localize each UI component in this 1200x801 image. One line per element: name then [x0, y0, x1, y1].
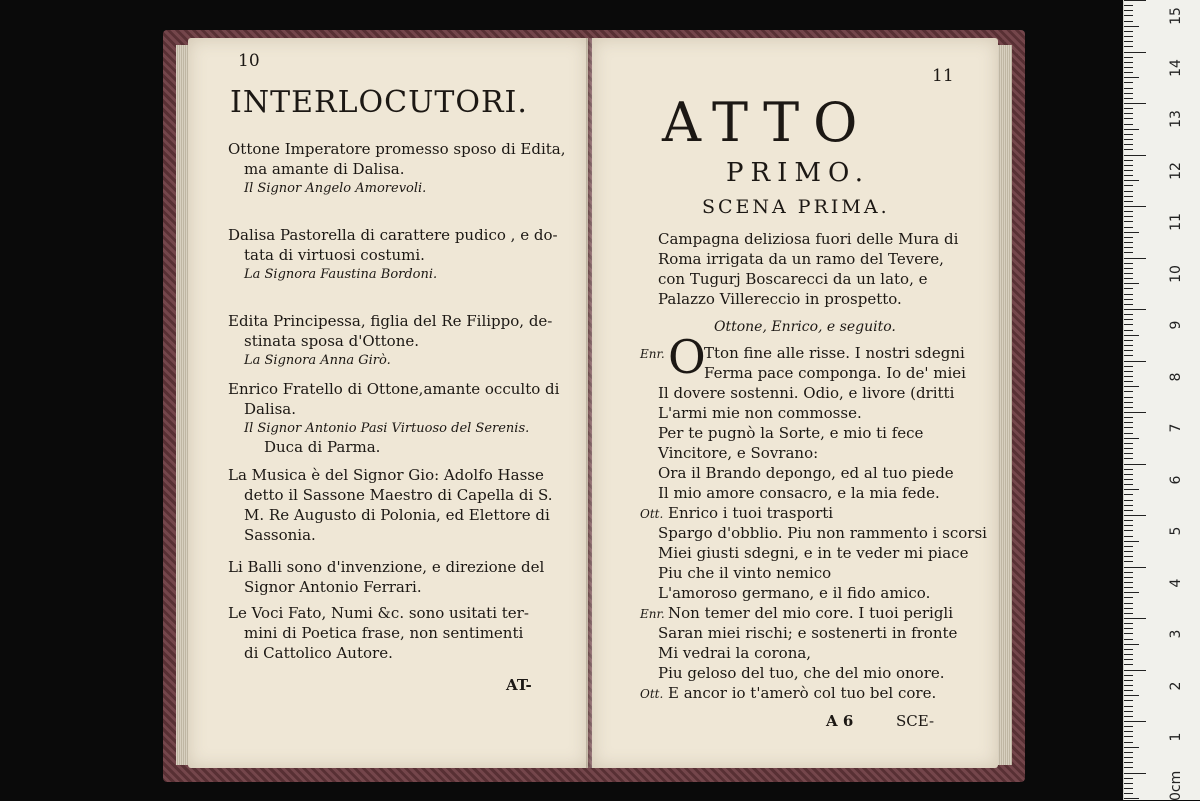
- ruler-number: 15: [1168, 7, 1184, 25]
- signature-mark: A 6: [826, 712, 854, 730]
- ruler-tick: [1124, 561, 1133, 562]
- ruler-tick: [1124, 464, 1146, 465]
- ruler-tick: [1124, 324, 1133, 325]
- dramatis-personae-heading: INTERLOCUTORI.: [230, 85, 528, 120]
- entry-dalisa-line2: tata di virtuosi costumi.: [244, 246, 425, 264]
- entry-edita-line1: Edita Principessa, figlia del Re Filippo, de-: [228, 312, 553, 330]
- speaker-enrico: Enr.: [640, 347, 665, 361]
- ruler-tick: [1124, 391, 1133, 392]
- ruler-tick: [1124, 762, 1133, 763]
- ruler-tick: [1124, 355, 1133, 356]
- ruler-tick: [1124, 263, 1133, 264]
- speaker-ottone-2: Ott.: [640, 687, 664, 701]
- ruler-tick: [1124, 597, 1133, 598]
- ruler-tick: [1124, 211, 1133, 212]
- ruler-tick: [1124, 685, 1133, 686]
- ruler-tick: [1124, 577, 1133, 578]
- dialogue-line-13: L'amoroso germano, e il fido amico.: [658, 584, 931, 602]
- dance-note-line1: Li Balli sono d'invenzione, e direzione del: [228, 558, 545, 576]
- ruler-tick: [1124, 407, 1133, 408]
- dance-note-line2: Signor Antonio Ferrari.: [244, 578, 422, 596]
- ruler-number: 13: [1168, 110, 1184, 128]
- dialogue-line-11: Miei giusti sdegni, e in te veder mi piace: [658, 544, 969, 562]
- ruler-tick: [1124, 675, 1133, 676]
- ruler-tick: [1124, 268, 1133, 269]
- ruler-number: 8: [1168, 372, 1184, 381]
- ruler-tick: [1124, 350, 1133, 351]
- ruler-tick: [1124, 129, 1139, 130]
- performer-dalisa: La Signora Faustina Bordoni.: [244, 267, 438, 282]
- ruler-tick: [1124, 82, 1133, 83]
- ruler-tick: [1124, 371, 1133, 372]
- ruler-tick: [1124, 10, 1133, 11]
- dialogue-line-17: Piu geloso del tuo, che del mio onore.: [658, 664, 945, 682]
- dialogue-line-4: L'armi mie non commosse.: [658, 404, 862, 422]
- ruler-tick: [1124, 572, 1133, 573]
- ruler-tick: [1124, 474, 1133, 475]
- dialogue-line-14: Non temer del mio core. I tuoi perigli: [668, 604, 954, 622]
- right-page-number: 11: [932, 66, 954, 86]
- ruler-tick: [1124, 237, 1133, 238]
- ruler-tick: [1124, 221, 1133, 222]
- setting-line1: Campagna deliziosa fuori delle Mura di: [658, 230, 959, 248]
- ruler-tick: [1124, 134, 1133, 135]
- ruler-tick: [1124, 52, 1146, 53]
- ruler-number: 6: [1168, 475, 1184, 484]
- ruler-tick: [1124, 639, 1133, 640]
- ruler-tick: [1124, 433, 1133, 434]
- ruler-tick: [1124, 0, 1146, 1]
- ruler-tick: [1124, 180, 1139, 181]
- ruler-tick: [1124, 608, 1133, 609]
- ruler-tick: [1124, 386, 1139, 387]
- dialogue-line-15: Saran miei rischi; e sostenerti in fronte: [658, 624, 958, 642]
- ruler-tick: [1124, 500, 1133, 501]
- ruler-tick: [1124, 36, 1133, 37]
- performer-enrico-cont: Duca di Parma.: [264, 438, 381, 456]
- ruler-tick: [1124, 623, 1133, 624]
- entry-ottone-line2: ma amante di Dalisa.: [244, 160, 405, 178]
- ruler-tick: [1124, 711, 1133, 712]
- ruler-tick: [1124, 541, 1139, 542]
- ruler-tick: [1124, 453, 1133, 454]
- right-page: [592, 38, 998, 768]
- ruler-tick: [1124, 649, 1133, 650]
- left-catchword: AT-: [506, 676, 532, 694]
- speaker-enrico-2: Enr.: [640, 607, 665, 621]
- ruler-tick: [1124, 690, 1133, 691]
- ruler-tick: [1124, 273, 1133, 274]
- ruler-tick: [1124, 603, 1133, 604]
- ruler-number: 9: [1168, 320, 1184, 330]
- disclaimer-line3: di Cattolico Autore.: [244, 644, 393, 662]
- ruler-tick: [1124, 5, 1133, 6]
- dialogue-line-1: Tton fine alle risse. I nostri sdegni: [704, 344, 965, 362]
- ruler-number: 4: [1168, 578, 1184, 587]
- ruler-tick: [1124, 149, 1133, 150]
- ruler-tick: [1124, 381, 1133, 382]
- ruler-tick: [1124, 165, 1133, 166]
- ruler-tick: [1124, 26, 1139, 27]
- ruler-tick: [1124, 144, 1133, 145]
- ruler-tick: [1124, 252, 1133, 253]
- ruler-tick: [1124, 458, 1133, 459]
- dialogue-line-18: E ancor io t'amerò col tuo bel core.: [668, 684, 937, 702]
- ruler-tick: [1124, 247, 1133, 248]
- ruler-tick: [1124, 309, 1146, 310]
- ruler-tick: [1124, 747, 1139, 748]
- entry-ottone-line1: Ottone Imperatore promesso sposo di Edita,: [228, 140, 566, 158]
- ruler-tick: [1124, 567, 1146, 568]
- entry-edita-line2: stinata sposa d'Ottone.: [244, 332, 420, 350]
- drop-cap: O: [668, 330, 706, 384]
- scene-heading: SCENA PRIMA.: [702, 196, 890, 218]
- ruler-tick: [1124, 258, 1146, 259]
- ruler-tick: [1124, 613, 1133, 614]
- act-number: PRIMO.: [726, 158, 871, 188]
- ruler-tick: [1124, 88, 1133, 89]
- ruler-tick: [1124, 67, 1133, 68]
- music-note-line2: detto il Sassone Maestro di Capella di S.: [244, 486, 553, 504]
- ruler-tick: [1124, 484, 1133, 485]
- ruler-tick: [1124, 242, 1133, 243]
- ruler-tick: [1124, 31, 1133, 32]
- ruler-tick: [1124, 731, 1133, 732]
- act-heading: ATTO: [662, 91, 872, 154]
- ruler-number: 2: [1168, 681, 1184, 690]
- ruler-tick: [1124, 376, 1133, 377]
- ruler-tick: [1124, 489, 1139, 490]
- ruler-tick: [1124, 108, 1133, 109]
- ruler-number: 7: [1168, 423, 1184, 433]
- ruler-tick: [1124, 98, 1133, 99]
- ruler-tick: [1124, 299, 1133, 300]
- ruler-tick: [1124, 118, 1133, 119]
- left-page-edges: [176, 45, 188, 765]
- ruler-tick: [1124, 633, 1133, 634]
- ruler-tick: [1124, 412, 1146, 413]
- ruler-tick: [1124, 525, 1133, 526]
- ruler-tick: [1124, 742, 1133, 743]
- ruler-tick: [1124, 15, 1133, 16]
- dialogue-line-12: Piu che il vinto nemico: [658, 564, 832, 582]
- ruler-tick: [1124, 366, 1133, 367]
- ruler-tick: [1124, 757, 1133, 758]
- ruler-tick: [1124, 752, 1133, 753]
- ruler-tick: [1124, 443, 1133, 444]
- ruler-tick: [1124, 448, 1133, 449]
- measurement-ruler: [1123, 0, 1200, 800]
- left-page-number: 10: [238, 51, 260, 71]
- ruler-number: 14: [1168, 58, 1184, 77]
- ruler-tick: [1124, 422, 1133, 423]
- performer-enrico: Il Signor Antonio Pasi Virtuoso del Serenis.: [244, 421, 530, 436]
- right-catchword: SCE-: [896, 712, 935, 730]
- ruler-tick: [1124, 361, 1146, 362]
- ruler-tick: [1124, 283, 1139, 284]
- ruler-number: 11: [1168, 213, 1184, 231]
- ruler-tick: [1124, 139, 1133, 140]
- setting-line4: Palazzo Villereccio in prospetto.: [658, 290, 902, 308]
- ruler-tick: [1124, 778, 1133, 779]
- entry-dalisa-line1: Dalisa Pastorella di carattere pudico , e do-: [228, 226, 558, 244]
- ruler-tick: [1124, 304, 1133, 305]
- music-note-line1: La Musica è del Signor Gio: Adolfo Hasse: [228, 466, 544, 484]
- disclaimer-line2: mini di Poetica frase, non sentimenti: [244, 624, 524, 642]
- dialogue-line-5: Per te pugnò la Sorte, e mio ti fece: [658, 424, 924, 442]
- ruler-tick: [1124, 155, 1146, 156]
- setting-line3: con Tugurj Boscarecci da un lato, e: [658, 270, 928, 288]
- ruler-tick: [1124, 659, 1133, 660]
- ruler-tick: [1124, 695, 1139, 696]
- ruler-tick: [1124, 216, 1133, 217]
- ruler-tick: [1124, 644, 1139, 645]
- ruler-tick: [1124, 46, 1133, 47]
- ruler-tick: [1124, 227, 1133, 228]
- ruler-tick: [1124, 618, 1146, 619]
- ruler-tick: [1124, 706, 1133, 707]
- ruler-tick: [1124, 700, 1133, 701]
- ruler-tick: [1124, 721, 1146, 722]
- ruler-tick: [1124, 515, 1146, 516]
- ruler-tick: [1124, 736, 1133, 737]
- ruler-tick: [1124, 680, 1133, 681]
- ruler-tick: [1124, 664, 1133, 665]
- ruler-tick: [1124, 201, 1133, 202]
- ruler-tick: [1124, 397, 1133, 398]
- entry-enrico-line2: Dalisa.: [244, 400, 296, 418]
- ruler-tick: [1124, 93, 1133, 94]
- ruler-tick: [1124, 438, 1139, 439]
- ruler-tick: [1124, 294, 1133, 295]
- dialogue-line-7: Ora il Brando depongo, ed al tuo piede: [658, 464, 954, 482]
- ruler-tick: [1124, 783, 1133, 784]
- ruler-tick: [1124, 103, 1146, 104]
- right-page-edges: [998, 45, 1012, 765]
- ruler-tick: [1124, 767, 1133, 768]
- ruler-tick: [1124, 469, 1133, 470]
- ruler-tick: [1124, 330, 1133, 331]
- performer-ottone: Il Signor Angelo Amorevoli.: [244, 181, 427, 196]
- setting-line2: Roma irrigata da un ramo del Tevere,: [658, 250, 944, 268]
- ruler-tick: [1124, 654, 1133, 655]
- music-note-line3: M. Re Augusto di Polonia, ed Elettore di: [244, 506, 550, 524]
- ruler-tick: [1124, 196, 1133, 197]
- dialogue-line-3: Il dovere sostenni. Odio, e livore (dritti: [658, 384, 955, 402]
- ruler-tick: [1124, 427, 1133, 428]
- ruler-tick: [1124, 556, 1133, 557]
- entry-enrico-line1: Enrico Fratello di Ottone,amante occulto di: [228, 380, 560, 398]
- ruler-tick: [1124, 505, 1133, 506]
- ruler-tick: [1124, 278, 1133, 279]
- ruler-tick: [1124, 587, 1133, 588]
- ruler-tick: [1124, 773, 1146, 774]
- ruler-tick: [1124, 417, 1133, 418]
- ruler-number: 1: [1168, 732, 1184, 742]
- ruler-tick: [1124, 191, 1133, 192]
- ruler-tick: [1124, 319, 1133, 320]
- left-page: [188, 38, 588, 768]
- ruler-tick: [1124, 124, 1133, 125]
- ruler-tick: [1124, 494, 1133, 495]
- dialogue-line-9: Enrico i tuoi trasporti: [668, 504, 834, 522]
- ruler-tick: [1124, 670, 1146, 671]
- ruler-tick: [1124, 57, 1133, 58]
- ruler-tick: [1124, 113, 1133, 114]
- ruler-number: 0cm: [1168, 770, 1184, 801]
- ruler-tick: [1124, 716, 1133, 717]
- ruler-tick: [1124, 170, 1133, 171]
- ruler-tick: [1124, 536, 1133, 537]
- ruler-tick: [1124, 788, 1133, 789]
- dialogue-line-2: Ferma pace componga. Io de' miei: [704, 364, 966, 382]
- ruler-tick: [1124, 314, 1133, 315]
- ruler-number: 12: [1168, 161, 1184, 180]
- ruler-tick: [1124, 582, 1133, 583]
- performer-edita: La Signora Anna Girò.: [244, 353, 391, 368]
- ruler-tick: [1124, 798, 1139, 799]
- scene-characters: Ottone, Enrico, e seguito.: [714, 319, 896, 335]
- ruler-tick: [1124, 345, 1133, 346]
- ruler-tick: [1124, 185, 1133, 186]
- ruler-tick: [1124, 232, 1139, 233]
- ruler-number: 5: [1168, 526, 1184, 536]
- ruler-tick: [1124, 206, 1146, 207]
- ruler-tick: [1124, 21, 1133, 22]
- ruler-tick: [1124, 340, 1133, 341]
- music-note-line4: Sassonia.: [244, 526, 316, 544]
- ruler-tick: [1124, 402, 1133, 403]
- speaker-ottone: Ott.: [640, 507, 664, 521]
- ruler-tick: [1124, 72, 1133, 73]
- dialogue-line-6: Vincitore, e Sovrano:: [658, 444, 819, 462]
- dialogue-line-16: Mi vedrai la corona,: [658, 644, 812, 662]
- disclaimer-line1: Le Voci Fato, Numi &c. sono usitati ter-: [228, 604, 529, 622]
- ruler-tick: [1124, 520, 1133, 521]
- ruler-number: 3: [1168, 629, 1184, 639]
- ruler-tick: [1124, 335, 1139, 336]
- ruler-tick: [1124, 479, 1133, 480]
- ruler-tick: [1124, 77, 1139, 78]
- ruler-tick: [1124, 793, 1133, 794]
- ruler-number: 10: [1168, 264, 1184, 283]
- ruler-tick: [1124, 726, 1133, 727]
- ruler-tick: [1124, 175, 1133, 176]
- dialogue-line-10: Spargo d'obblio. Piu non rammento i scorsi: [658, 524, 987, 542]
- ruler-tick: [1124, 628, 1133, 629]
- ruler-tick: [1124, 41, 1133, 42]
- ruler-tick: [1124, 551, 1133, 552]
- dialogue-line-8: Il mio amore consacro, e la mia fede.: [658, 484, 940, 502]
- ruler-tick: [1124, 592, 1139, 593]
- ruler-tick: [1124, 160, 1133, 161]
- ruler-tick: [1124, 546, 1133, 547]
- ruler-tick: [1124, 62, 1133, 63]
- ruler-tick: [1124, 510, 1133, 511]
- ruler-tick: [1124, 530, 1133, 531]
- ruler-tick: [1124, 288, 1133, 289]
